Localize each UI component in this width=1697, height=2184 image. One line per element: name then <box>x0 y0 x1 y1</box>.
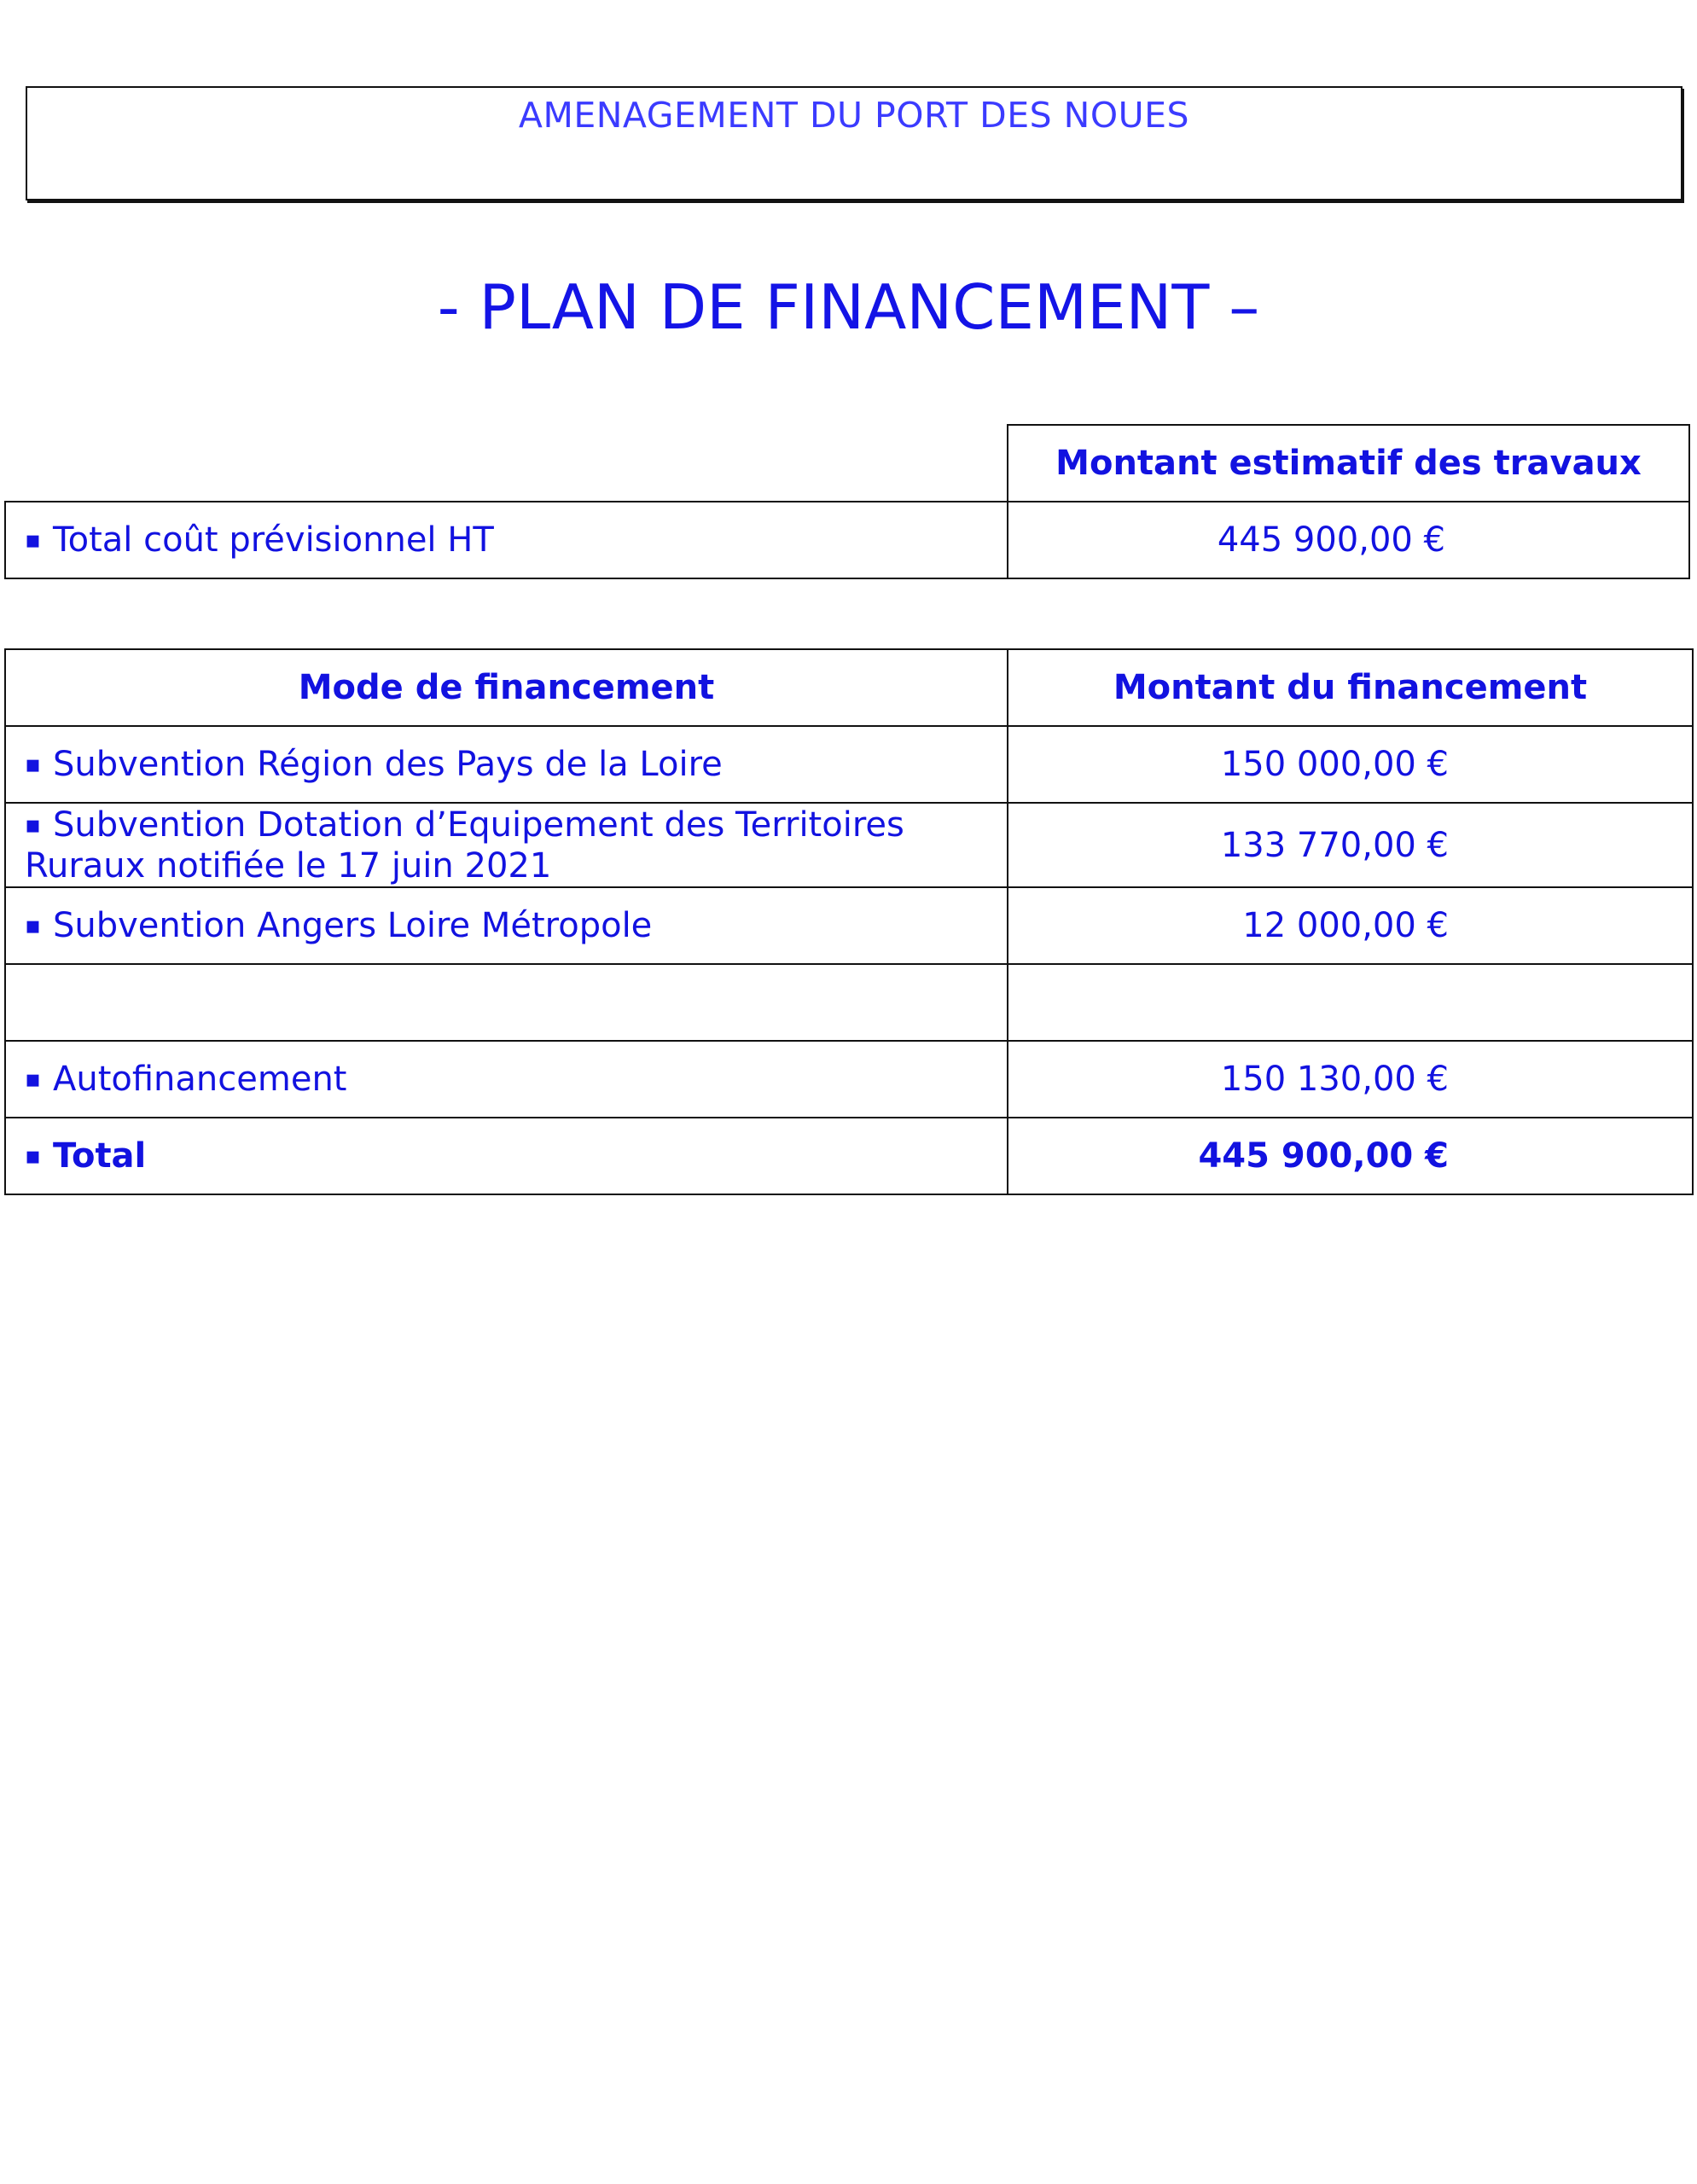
financing-table <box>4 648 1694 1195</box>
cost-table-blank-cell <box>5 425 1008 502</box>
financing-amount: 133 770,00 € <box>1008 803 1693 887</box>
financing-label-cell <box>5 726 1008 803</box>
financing-label: Subvention Dotation d’Equipement des Territoires <box>52 804 904 845</box>
financing-label-cell <box>5 887 1008 964</box>
table-row <box>5 502 1689 578</box>
table-row-empty <box>5 964 1693 1041</box>
table-row <box>5 803 1693 887</box>
bullet-icon: ▪ <box>25 810 41 839</box>
bullet-icon: ▪ <box>25 526 41 554</box>
header-title: AMENAGEMENT DU PORT DES NOUES <box>518 95 1190 136</box>
header-box <box>26 86 1682 200</box>
total-row <box>5 1118 1693 1194</box>
financing-header-row <box>5 649 1693 726</box>
financing-label: Subvention Angers Loire Métropole <box>52 906 653 945</box>
table-row <box>5 726 1693 803</box>
financing-label: Subvention Région des Pays de la Loire <box>52 745 723 784</box>
bullet-icon: ▪ <box>25 1141 41 1170</box>
cost-column-header: Montant estimatif des travaux <box>1008 425 1689 502</box>
financing-amount: 150 000,00 € <box>1008 726 1693 803</box>
cost-table <box>4 424 1690 579</box>
total-amount: 445 900,00 € <box>1008 1118 1693 1194</box>
financing-label-cell <box>5 1041 1008 1118</box>
financing-label-line2: Ruraux notifiée le 17 juin 2021 <box>25 845 552 886</box>
financing-amount <box>1008 964 1693 1041</box>
bullet-icon: ▪ <box>25 750 41 778</box>
table-row <box>5 887 1693 964</box>
amount-column-header: Montant du financement <box>1008 649 1693 726</box>
bullet-icon: ▪ <box>25 1065 41 1093</box>
cost-amount: 445 900,00 € <box>1008 502 1689 578</box>
cost-label: Total coût prévisionnel HT <box>52 520 494 560</box>
cost-label-cell <box>5 502 1008 578</box>
page-title: - PLAN DE FINANCEMENT – <box>437 271 1260 343</box>
financing-amount: 150 130,00 € <box>1008 1041 1693 1118</box>
financing-label-cell <box>5 964 1008 1041</box>
total-label: Total <box>52 1136 147 1176</box>
mode-column-header: Mode de financement <box>5 649 1008 726</box>
bullet-icon: ▪ <box>25 911 41 939</box>
table-row <box>5 1041 1693 1118</box>
financing-amount: 12 000,00 € <box>1008 887 1693 964</box>
total-label-cell <box>5 1118 1008 1194</box>
financing-label-cell <box>5 803 1008 887</box>
financing-label: Autofinancement <box>52 1060 347 1099</box>
